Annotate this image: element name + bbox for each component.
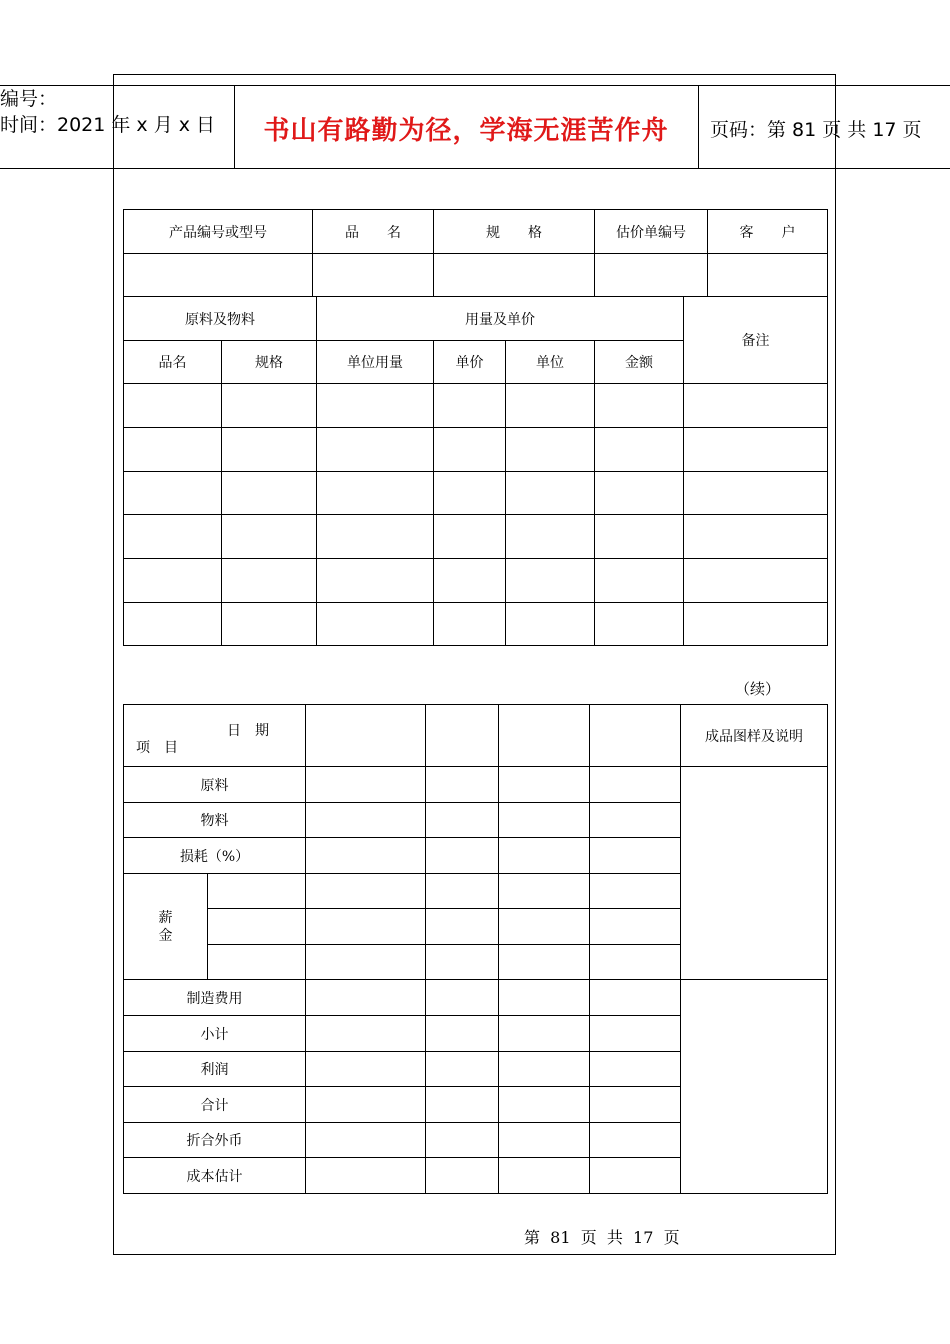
cell[interactable] <box>124 515 222 559</box>
input-product-no[interactable] <box>124 254 313 297</box>
col-unit-price: 单价 <box>434 341 506 384</box>
input-product-name[interactable] <box>313 254 434 297</box>
table-row <box>124 559 828 603</box>
cell[interactable] <box>426 803 499 838</box>
page-footer: 第 81 页 共 17 页 <box>524 1228 680 1247</box>
row-label-loss: 损耗（%） <box>124 838 306 874</box>
cell[interactable] <box>317 472 434 515</box>
cell[interactable] <box>426 945 499 980</box>
cell[interactable] <box>590 874 681 909</box>
row-label-profit: 利润 <box>124 1052 306 1087</box>
table-row <box>124 428 828 472</box>
corner-date-label: 日 期 <box>227 722 269 739</box>
section-material: 原料及物料 <box>124 297 317 341</box>
cell[interactable] <box>434 472 506 515</box>
col-amount: 金额 <box>595 341 684 384</box>
date-cell[interactable] <box>306 705 426 767</box>
cell[interactable] <box>590 1016 681 1052</box>
cell[interactable] <box>222 428 317 472</box>
cell[interactable] <box>506 384 595 428</box>
row-label-salary <box>124 874 208 980</box>
cell[interactable] <box>426 1158 499 1194</box>
cell[interactable] <box>434 559 506 603</box>
input-spec[interactable] <box>434 254 595 297</box>
cell[interactable] <box>124 428 222 472</box>
table-row <box>124 603 828 646</box>
continued-label: （续） <box>735 680 781 698</box>
cell[interactable] <box>590 980 681 1016</box>
cell[interactable] <box>426 1123 499 1158</box>
cell[interactable] <box>684 472 828 515</box>
date-cell[interactable] <box>590 705 681 767</box>
cell[interactable] <box>499 1052 590 1087</box>
cell[interactable] <box>208 874 306 909</box>
cell[interactable] <box>499 980 590 1016</box>
col-spec: 规格 <box>222 341 317 384</box>
cell[interactable] <box>317 428 434 472</box>
header-product-no: 产品编号或型号 <box>124 210 313 254</box>
cell[interactable] <box>306 803 426 838</box>
row-label-cost: 成本估计 <box>124 1158 306 1194</box>
cell[interactable] <box>306 909 426 945</box>
cell[interactable] <box>499 1123 590 1158</box>
col-unit: 单位 <box>506 341 595 384</box>
cell[interactable] <box>506 515 595 559</box>
input-estimate-no[interactable] <box>595 254 708 297</box>
cell[interactable] <box>426 909 499 945</box>
cell[interactable] <box>499 838 590 874</box>
table-row <box>124 472 828 515</box>
cell[interactable] <box>426 838 499 874</box>
cell[interactable] <box>124 384 222 428</box>
cell[interactable] <box>506 559 595 603</box>
cell[interactable] <box>499 1087 590 1123</box>
cell[interactable] <box>595 603 684 646</box>
header-product-name: 品 名 <box>313 210 434 254</box>
cell[interactable] <box>434 603 506 646</box>
cell[interactable] <box>317 384 434 428</box>
cell[interactable] <box>506 472 595 515</box>
cell[interactable] <box>590 803 681 838</box>
cost-estimate-table <box>123 704 828 1194</box>
cell[interactable] <box>222 472 317 515</box>
header-estimate-no: 估价单编号 <box>595 210 708 254</box>
cell[interactable] <box>434 384 506 428</box>
cell[interactable] <box>590 945 681 980</box>
cell[interactable] <box>426 767 499 803</box>
cell[interactable] <box>590 1052 681 1087</box>
row-label-foreign: 折合外币 <box>124 1123 306 1158</box>
cell[interactable] <box>595 559 684 603</box>
cell[interactable] <box>499 909 590 945</box>
section-usage: 用量及单价 <box>317 297 684 341</box>
cell[interactable] <box>590 1158 681 1194</box>
header-spec: 规 格 <box>434 210 595 254</box>
cell[interactable] <box>317 515 434 559</box>
cell[interactable] <box>306 1087 426 1123</box>
slogan-title: 书山有路勤为径，学海无涯苦作舟 <box>263 116 669 146</box>
table-row <box>124 515 828 559</box>
cell[interactable] <box>124 559 222 603</box>
row-label-subtotal: 小计 <box>124 1016 306 1052</box>
salary-label: 薪金 <box>158 909 173 944</box>
corner-header <box>124 705 306 767</box>
cell[interactable] <box>208 945 306 980</box>
cell[interactable] <box>222 559 317 603</box>
cell[interactable] <box>499 945 590 980</box>
row-label-total: 合计 <box>124 1087 306 1123</box>
cell[interactable] <box>590 767 681 803</box>
materials-table <box>123 296 828 646</box>
section-remark: 备注 <box>684 297 828 384</box>
cell[interactable] <box>426 1087 499 1123</box>
input-customer[interactable] <box>708 254 828 297</box>
cell[interactable] <box>222 515 317 559</box>
drawing-area-bottom[interactable] <box>681 980 828 1194</box>
drawing-header: 成品图样及说明 <box>681 705 828 767</box>
corner-item-label: 项 目 <box>136 739 178 756</box>
cell[interactable] <box>426 1016 499 1052</box>
cell[interactable] <box>306 980 426 1016</box>
page-info: 页码：第 81 页 共 17 页 <box>710 119 922 141</box>
cell[interactable] <box>499 803 590 838</box>
cell[interactable] <box>684 515 828 559</box>
cell[interactable] <box>306 1123 426 1158</box>
cell[interactable] <box>306 838 426 874</box>
cell[interactable] <box>506 603 595 646</box>
cell[interactable] <box>590 1087 681 1123</box>
date-cell[interactable] <box>499 705 590 767</box>
cell[interactable] <box>306 1016 426 1052</box>
cell[interactable] <box>590 1123 681 1158</box>
row-label-material: 物料 <box>124 803 306 838</box>
cell[interactable] <box>426 980 499 1016</box>
cell[interactable] <box>595 515 684 559</box>
cell[interactable] <box>306 945 426 980</box>
cell[interactable] <box>124 603 222 646</box>
cell[interactable] <box>426 874 499 909</box>
cell[interactable] <box>208 909 306 945</box>
cell[interactable] <box>222 603 317 646</box>
cell[interactable] <box>426 1052 499 1087</box>
table-row <box>124 384 828 428</box>
cell[interactable] <box>684 428 828 472</box>
cell[interactable] <box>684 603 828 646</box>
row-label-mfg: 制造费用 <box>124 980 306 1016</box>
cell[interactable] <box>222 384 317 428</box>
cell[interactable] <box>499 1016 590 1052</box>
col-unit-usage: 单位用量 <box>317 341 434 384</box>
product-header-table <box>123 209 828 297</box>
cell[interactable] <box>317 603 434 646</box>
cell[interactable] <box>306 767 426 803</box>
cell[interactable] <box>317 559 434 603</box>
code-label: 编号： <box>0 88 58 110</box>
cell[interactable] <box>306 874 426 909</box>
cell[interactable] <box>684 384 828 428</box>
cell[interactable] <box>506 428 595 472</box>
cell[interactable] <box>499 874 590 909</box>
cell[interactable] <box>124 472 222 515</box>
cell[interactable] <box>590 909 681 945</box>
time-label: 时间：2021 年 x 月 x 日 <box>0 114 216 136</box>
cell[interactable] <box>434 515 506 559</box>
cell[interactable] <box>595 472 684 515</box>
cell[interactable] <box>306 1052 426 1087</box>
cell[interactable] <box>499 1158 590 1194</box>
date-cell[interactable] <box>426 705 499 767</box>
header-customer: 客 户 <box>708 210 828 254</box>
cell[interactable] <box>590 838 681 874</box>
cell[interactable] <box>499 767 590 803</box>
cell[interactable] <box>595 384 684 428</box>
cell[interactable] <box>434 428 506 472</box>
cell[interactable] <box>595 428 684 472</box>
col-item-name: 品名 <box>124 341 222 384</box>
row-label-raw: 原料 <box>124 767 306 803</box>
cell[interactable] <box>684 559 828 603</box>
drawing-area-top[interactable] <box>681 767 828 980</box>
cell[interactable] <box>306 1158 426 1194</box>
